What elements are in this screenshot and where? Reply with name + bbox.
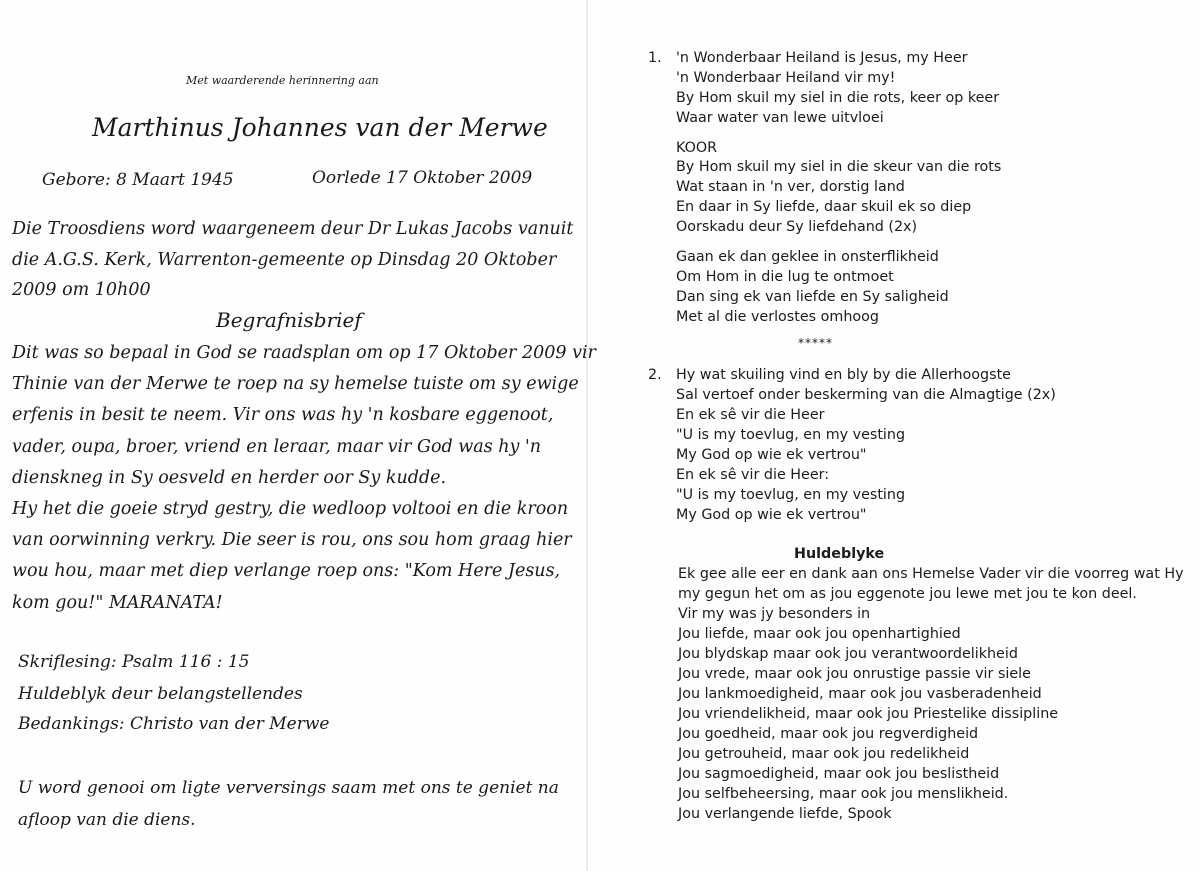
tribute-line: Jou goedheid, maar ook jou regverdigheid — [678, 726, 979, 742]
service-line: Die Troosdiens word waargeneem deur Dr Lukas Jacobs vanuit — [12, 219, 574, 239]
song-line: Sal vertoef onder beskerming van die Almagtige (2x) — [676, 387, 1056, 403]
tribute-line: Jou vrede, maar ook jou onrustige passie vir siele — [678, 666, 1031, 682]
song-line: Om Hom in die lug te ontmoet — [676, 269, 894, 285]
song-line: En ek sê vir die Heer: — [676, 467, 830, 483]
song-line: Met al die verlostes omhoog — [676, 309, 879, 325]
song-line: My God op wie ek vertrou" — [676, 447, 867, 463]
song-line: Oorskadu deur Sy liefdehand (2x) — [676, 219, 918, 235]
tribute-line: Ek gee alle eer en dank aan ons Hemelse Vader vir die voorreg wat Hy — [678, 566, 1184, 582]
letter-line: vader, oupa, broer, vriend en leraar, maar vir God was hy 'n — [12, 436, 542, 457]
song-line: En ek sê vir die Heer — [676, 407, 825, 423]
tribute-line: Vir my was jy besonders in — [678, 606, 871, 622]
tribute-line: Jou blydskap maar ook jou verantwoordelikheid — [678, 646, 1018, 662]
letter-paragraph — [12, 338, 596, 619]
right-page — [598, 0, 1198, 871]
tribute-line: Jou sagmoedigheid, maar ook jou beslistheid — [678, 766, 1000, 782]
song-line: 'n Wonderbaar Heiland is Jesus, my Heer — [676, 50, 968, 66]
refreshments-invitation — [18, 772, 559, 836]
tribute-note: Huldeblyk deur belangstellendes — [18, 684, 303, 704]
service-line: 2009 om 10h00 — [12, 280, 151, 300]
song-line: By Hom skuil my siel in die rots, keer op keer — [676, 90, 1000, 106]
letter-line: wou hou, maar met diep verlange roep ons: "Kom Here Jesus, — [12, 561, 561, 582]
song-line: "U is my toevlug, en my vesting — [676, 487, 906, 503]
tribute-line: Jou verlangende liefde, Spook — [678, 806, 892, 822]
song-line: En daar in Sy liefde, daar skuil ek so diep — [676, 199, 972, 215]
deceased-name: Marthinus Johannes van der Merwe — [92, 113, 548, 142]
tribute-line: my gegun het om as jou eggenote jou lewe met jou te kon deel. — [678, 586, 1137, 602]
song-line: Dan sing ek van liefde en Sy saligheid — [676, 289, 949, 305]
left-page — [0, 0, 596, 871]
song-line: Wat staan in 'n ver, dorstig land — [676, 179, 905, 195]
service-line: die A.G.S. Kerk, Warrenton-gemeente op Dinsdag 20 Oktober — [12, 249, 557, 270]
song-line: "U is my toevlug, en my vesting — [676, 427, 906, 443]
song-line: My God op wie ek vertrou" — [676, 507, 867, 523]
song-line: Gaan ek dan geklee in onsterflikheid — [676, 249, 939, 265]
song-line: Hy wat skuiling vind en bly by die Allerhoogste — [676, 367, 1011, 383]
song-line: Waar water van lewe uitvloei — [676, 110, 884, 126]
tribute-line: Jou lankmoedigheid, maar ook jou vasberadenheid — [678, 686, 1042, 702]
song-number: 1. — [648, 50, 662, 66]
tribute-line: Jou vriendelikheid, maar ook jou Priestelike dissipline — [678, 706, 1059, 722]
song-number: 2. — [648, 367, 662, 383]
intro-line: Met waarderende herinnering aan — [186, 74, 379, 87]
birth-date: Gebore: 8 Maart 1945 — [42, 170, 234, 190]
letter-line: Thinie van der Merwe te roep na sy hemelse tuiste om sy ewige — [12, 374, 579, 395]
tribute-line: Jou liefde, maar ook jou openhartighied — [678, 626, 961, 642]
death-date: Oorlede 17 Oktober 2009 — [312, 168, 533, 188]
chorus-label: KOOR — [676, 140, 718, 156]
tribute-line: Jou getrouheid, maar ook jou redelikheid — [678, 746, 970, 762]
scripture-reading: Skriflesing: Psalm 116 : 15 — [18, 652, 250, 672]
tributes-heading: Huldeblyke — [794, 546, 885, 562]
letter-line: dienskneg in Sy oesveld en herder oor Sy kudde. — [12, 467, 447, 488]
song-line: By Hom skuil my siel in die skeur van die rots — [676, 159, 1002, 175]
song-line: 'n Wonderbaar Heiland vir my! — [676, 70, 896, 86]
service-paragraph — [12, 214, 573, 306]
letter-heading: Begrafnisbrief — [216, 308, 362, 332]
letter-line: kom gou!" MARANATA! — [12, 592, 223, 613]
letter-line: erfenis in besit te neem. Vir ons was hy 'n kosbare eggenoot, — [12, 405, 554, 426]
letter-line: Hy het die goeie stryd gestry, die wedloop voltooi en die kroon — [12, 499, 569, 520]
letter-line: van oorwinning verkry. Die seer is rou, ons sou hom graag hier — [12, 530, 572, 551]
invite-line: U word genooi om ligte verversings saam met ons te geniet na — [18, 778, 559, 798]
section-divider: ***** — [798, 336, 833, 350]
invite-line: afloop van die diens. — [18, 810, 196, 830]
thanks-note: Bedankings: Christo van der Merwe — [18, 714, 330, 734]
tribute-line: Jou selfbeheersing, maar ook jou menslikheid. — [678, 786, 1009, 802]
letter-line: Dit was so bepaal in God se raadsplan om op 17 Oktober 2009 vir — [12, 343, 596, 363]
